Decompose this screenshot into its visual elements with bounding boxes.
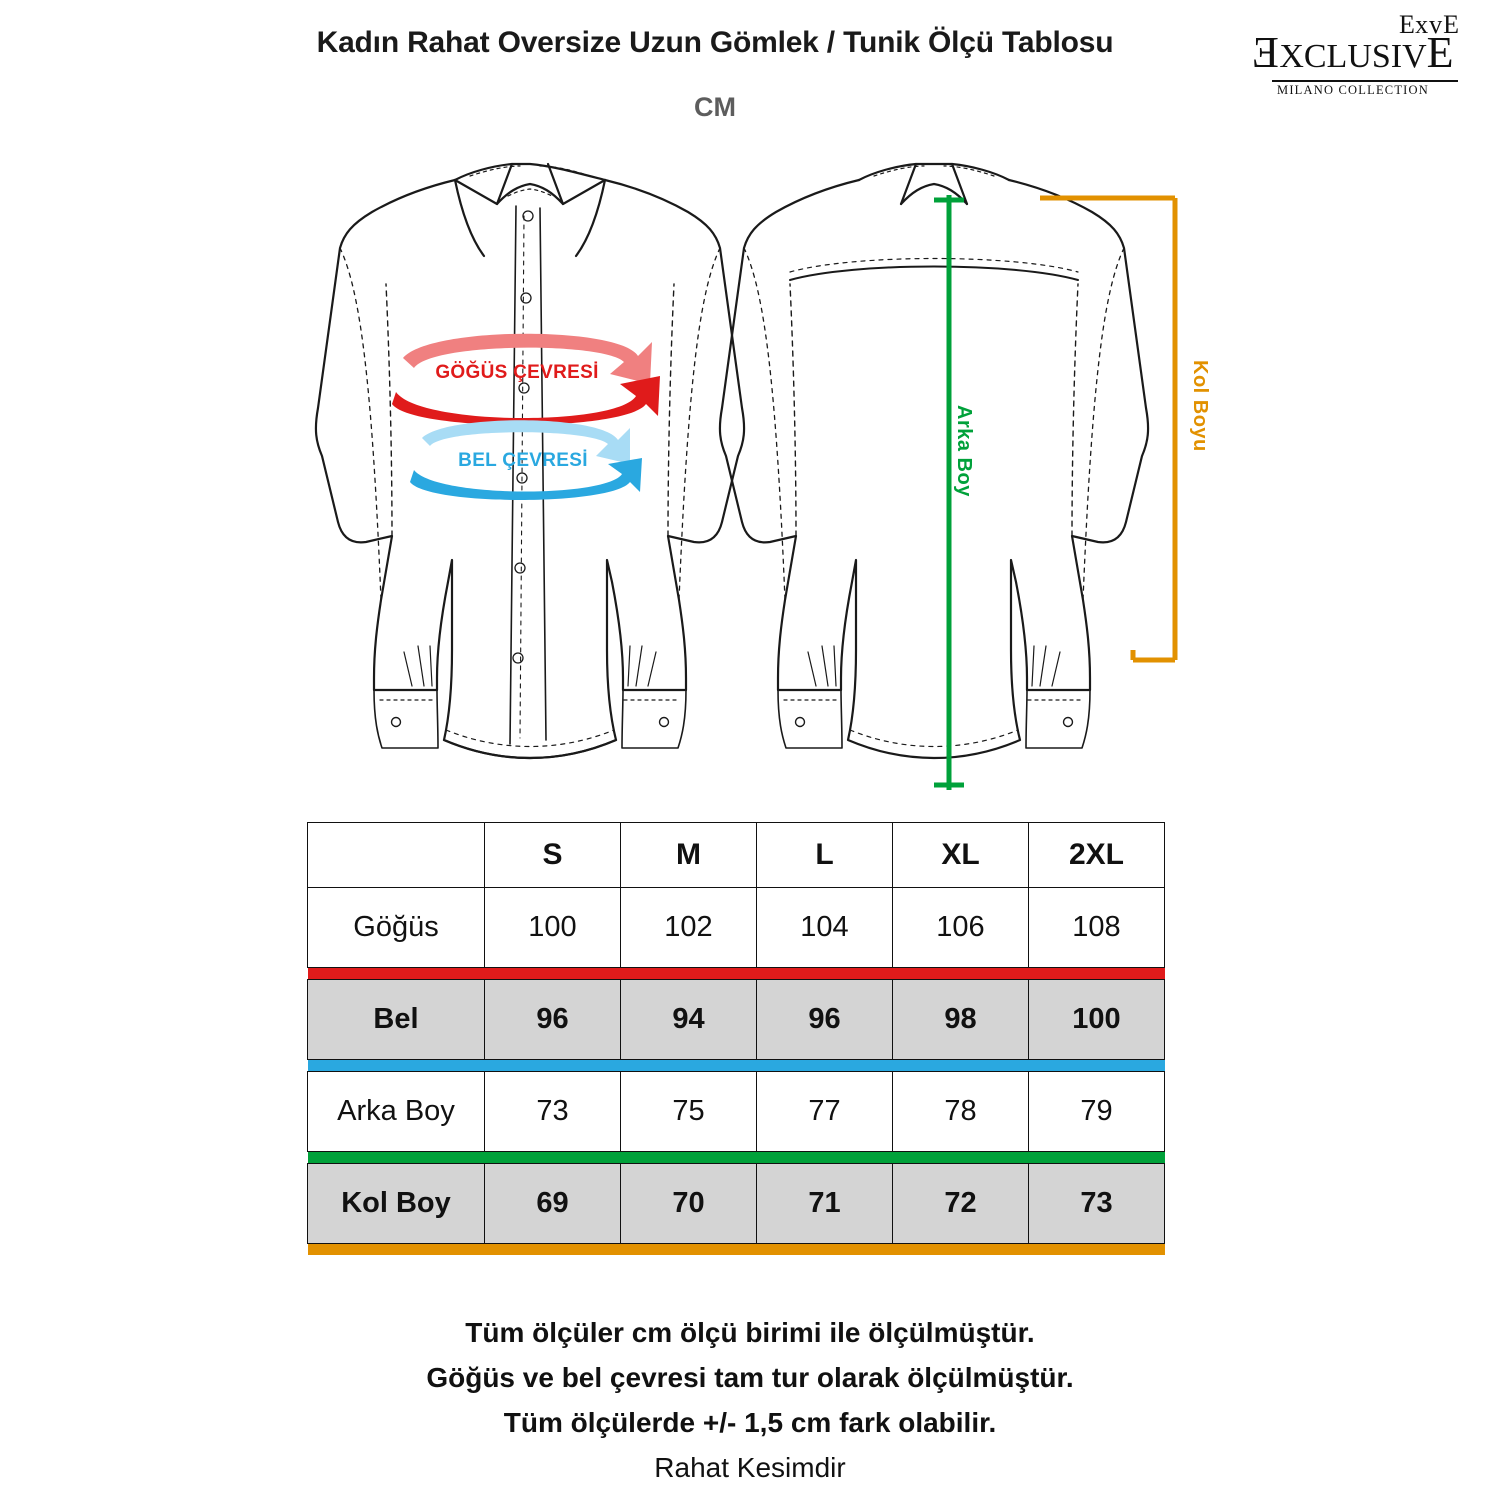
cell-gogus-xl: 106: [893, 888, 1029, 968]
cell-kol-boy-s: 69: [485, 1164, 621, 1244]
logo-main-text: EXCLUSIVE: [1252, 28, 1454, 77]
cell-bel-2xl: 100: [1029, 980, 1165, 1060]
cell-arka-boy-m: 75: [621, 1072, 757, 1152]
note-line-1: Tüm ölçüler cm ölçü birimi ile ölçülmüştür.: [465, 1317, 1035, 1348]
table-row-gogus: [308, 888, 1165, 968]
column-header-s: S: [485, 823, 621, 888]
cell-bel-xl: 98: [893, 980, 1029, 1060]
separator-blue: [308, 1060, 1165, 1072]
cell-bel-l: 96: [757, 980, 893, 1060]
table-header-row: [308, 823, 1165, 888]
garment-illustration: [0, 130, 1500, 820]
note-line-3: Tüm ölçülerde +/- 1,5 cm fark olabilir.: [503, 1407, 997, 1438]
table-row-bel: [308, 980, 1165, 1060]
table-corner-cell: [308, 823, 485, 888]
row-label-gogus: Göğüs: [308, 888, 485, 968]
cell-kol-boy-2xl: 73: [1029, 1164, 1165, 1244]
table-row-kol-boy: [308, 1164, 1165, 1244]
column-header-2xl: 2XL: [1029, 823, 1165, 888]
page-title: Kadın Rahat Oversize Uzun Gömlek / Tunik Ölçü Tablosu: [316, 26, 1114, 59]
logo-top-text: ƎxvE: [1398, 10, 1460, 39]
logo-divider: [1272, 80, 1458, 82]
cell-kol-boy-xl: 72: [893, 1164, 1029, 1244]
back-view: [720, 164, 1148, 758]
row-label-kol-boy: Kol Boy: [308, 1164, 485, 1244]
column-header-m: M: [621, 823, 757, 888]
table-row-arka-boy: [308, 1072, 1165, 1152]
cell-arka-boy-l: 77: [757, 1072, 893, 1152]
cell-gogus-l: 104: [757, 888, 893, 968]
waist-label: BEL ÇEVRESİ: [458, 450, 588, 471]
column-header-l: L: [757, 823, 893, 888]
garment-svg: [0, 130, 1500, 820]
logo-subtitle: MILANO COLLECTION: [1277, 83, 1429, 97]
cell-bel-m: 94: [621, 980, 757, 1060]
cell-gogus-m: 102: [621, 888, 757, 968]
note-line-4: Rahat Kesimdir: [654, 1452, 846, 1483]
header: [0, 0, 1500, 130]
cell-kol-boy-m: 70: [621, 1164, 757, 1244]
unit-label: CM: [694, 92, 736, 122]
back-length-label: Arka Boy: [953, 405, 975, 497]
cell-gogus-s: 100: [485, 888, 621, 968]
cell-arka-boy-s: 73: [485, 1072, 621, 1152]
column-header-xl: XL: [893, 823, 1029, 888]
cell-bel-s: 96: [485, 980, 621, 1060]
cell-arka-boy-2xl: 79: [1029, 1072, 1165, 1152]
note-line-2: Göğüs ve bel çevresi tam tur olarak ölçülmüştür.: [426, 1362, 1074, 1393]
separator-red: [308, 968, 1165, 980]
cell-arka-boy-xl: 78: [893, 1072, 1029, 1152]
cell-gogus-2xl: 108: [1029, 888, 1165, 968]
row-label-arka-boy: Arka Boy: [308, 1072, 485, 1152]
chest-label: GÖĞÜS ÇEVRESİ: [435, 362, 599, 383]
separator-orange: [308, 1244, 1165, 1256]
cell-kol-boy-l: 71: [757, 1164, 893, 1244]
row-label-bel: Bel: [308, 980, 485, 1060]
sleeve-length-label: Kol Boyu: [1189, 360, 1211, 452]
size-table: [307, 822, 1165, 1255]
separator-green: [308, 1152, 1165, 1164]
brand-logo: [1238, 8, 1468, 102]
footer-notes: [0, 1310, 1500, 1490]
